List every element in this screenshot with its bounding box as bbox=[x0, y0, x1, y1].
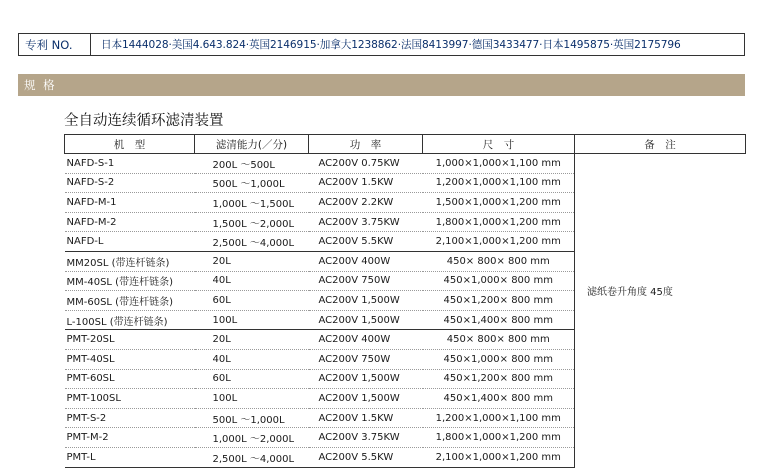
model-cell: NAFD-L bbox=[65, 232, 195, 252]
dimensions-cell: 2,100×1,000×1,200 mm bbox=[423, 447, 575, 467]
product-title: 全自动连续循环滤清装置 bbox=[64, 113, 224, 129]
model-cell: PMT-20SL bbox=[65, 330, 195, 350]
dimensions-cell: 1,000×1,000×1,100 mm bbox=[423, 154, 575, 174]
power-cell: AC200V 1,500W bbox=[309, 369, 423, 389]
dimensions-cell: 450×1,400× 800 mm bbox=[423, 310, 575, 330]
power-cell: AC200V 5.5KW bbox=[309, 232, 423, 252]
power-cell: AC200V 400W bbox=[309, 251, 423, 271]
dimensions-cell: 450× 800× 800 mm bbox=[423, 251, 575, 271]
power-cell: AC200V 400W bbox=[309, 330, 423, 350]
capacity-cell: 2,500L ～4,000L bbox=[195, 447, 309, 467]
patent-label: 专利 NO. bbox=[19, 34, 91, 55]
dimensions-cell: 450×1,000× 800 mm bbox=[423, 349, 575, 369]
power-cell: AC200V 1,500W bbox=[309, 291, 423, 311]
model-cell: NAFD-M-2 bbox=[65, 212, 195, 232]
power-cell: AC200V 1.5KW bbox=[309, 173, 423, 193]
capacity-cell: 200L ～500L bbox=[195, 154, 309, 174]
table-header-row bbox=[65, 135, 746, 154]
capacity-cell: 500L ～1,000L bbox=[195, 408, 309, 428]
power-cell: AC200V 3.75KW bbox=[309, 428, 423, 448]
table-row bbox=[65, 251, 746, 271]
capacity-cell: 500L ～1,000L bbox=[195, 173, 309, 193]
power-cell: AC200V 1,500W bbox=[309, 310, 423, 330]
model-cell: PMT-60SL bbox=[65, 369, 195, 389]
patent-box bbox=[18, 33, 745, 56]
capacity-cell: 20L bbox=[195, 330, 309, 350]
power-cell: AC200V 2.2KW bbox=[309, 193, 423, 213]
model-cell: MM-40SL (带连杆链条) bbox=[65, 271, 195, 291]
capacity-cell: 100L bbox=[195, 389, 309, 409]
column-header-remarks: 备 注 bbox=[575, 135, 746, 154]
column-header-power: 功 率 bbox=[309, 135, 423, 154]
capacity-cell: 40L bbox=[195, 271, 309, 291]
section-header-specs: 规 格 bbox=[18, 74, 745, 96]
remarks-cell: 滤纸卷升角度 45度 bbox=[575, 251, 746, 329]
column-header-capacity: 滤清能力(／分) bbox=[195, 135, 309, 154]
model-cell: PMT-L bbox=[65, 447, 195, 467]
capacity-cell: 20L bbox=[195, 251, 309, 271]
power-cell: AC200V 1.5KW bbox=[309, 408, 423, 428]
dimensions-cell: 1,800×1,000×1,200 mm bbox=[423, 212, 575, 232]
dimensions-cell: 450×1,200× 800 mm bbox=[423, 369, 575, 389]
spec-table bbox=[64, 134, 746, 468]
dimensions-cell: 1,200×1,000×1,100 mm bbox=[423, 173, 575, 193]
capacity-cell: 40L bbox=[195, 349, 309, 369]
model-cell: PMT-100SL bbox=[65, 389, 195, 409]
capacity-cell: 1,000L ～1,500L bbox=[195, 193, 309, 213]
power-cell: AC200V 750W bbox=[309, 271, 423, 291]
remarks-cell bbox=[575, 330, 746, 467]
power-cell: AC200V 750W bbox=[309, 349, 423, 369]
table-row bbox=[65, 330, 746, 350]
dimensions-cell: 1,500×1,000×1,200 mm bbox=[423, 193, 575, 213]
remarks-cell bbox=[575, 154, 746, 252]
dimensions-cell: 1,800×1,000×1,200 mm bbox=[423, 428, 575, 448]
capacity-cell: 1,000L ～2,000L bbox=[195, 428, 309, 448]
dimensions-cell: 1,200×1,000×1,100 mm bbox=[423, 408, 575, 428]
power-cell: AC200V 3.75KW bbox=[309, 212, 423, 232]
model-cell: NAFD-S-2 bbox=[65, 173, 195, 193]
capacity-cell: 60L bbox=[195, 291, 309, 311]
model-cell: PMT-M-2 bbox=[65, 428, 195, 448]
power-cell: AC200V 0.75KW bbox=[309, 154, 423, 174]
power-cell: AC200V 1,500W bbox=[309, 389, 423, 409]
capacity-cell: 100L bbox=[195, 310, 309, 330]
model-cell: MM20SL (带连杆链条) bbox=[65, 251, 195, 271]
capacity-cell: 60L bbox=[195, 369, 309, 389]
table-body bbox=[65, 154, 746, 468]
column-header-dimensions: 尺 寸 bbox=[423, 135, 575, 154]
model-cell: PMT-S-2 bbox=[65, 408, 195, 428]
capacity-cell: 2,500L ～4,000L bbox=[195, 232, 309, 252]
model-cell: L-100SL (带连杆链条) bbox=[65, 310, 195, 330]
model-cell: PMT-40SL bbox=[65, 349, 195, 369]
dimensions-cell: 450×1,400× 800 mm bbox=[423, 389, 575, 409]
dimensions-cell: 450×1,000× 800 mm bbox=[423, 271, 575, 291]
column-header-model: 机 型 bbox=[65, 135, 195, 154]
model-cell: MM-60SL (带连杆链条) bbox=[65, 291, 195, 311]
dimensions-cell: 450×1,200× 800 mm bbox=[423, 291, 575, 311]
model-cell: NAFD-S-1 bbox=[65, 154, 195, 174]
patent-numbers: 日本1444028·美国4.643.824·英国2146915·加拿大1238862·法国8413997·德国3433477·日本1495875·英国2175796 bbox=[101, 39, 681, 51]
power-cell: AC200V 5.5KW bbox=[309, 447, 423, 467]
model-cell: NAFD-M-1 bbox=[65, 193, 195, 213]
dimensions-cell: 450× 800× 800 mm bbox=[423, 330, 575, 350]
capacity-cell: 1,500L ～2,000L bbox=[195, 212, 309, 232]
dimensions-cell: 2,100×1,000×1,200 mm bbox=[423, 232, 575, 252]
table-row bbox=[65, 154, 746, 174]
